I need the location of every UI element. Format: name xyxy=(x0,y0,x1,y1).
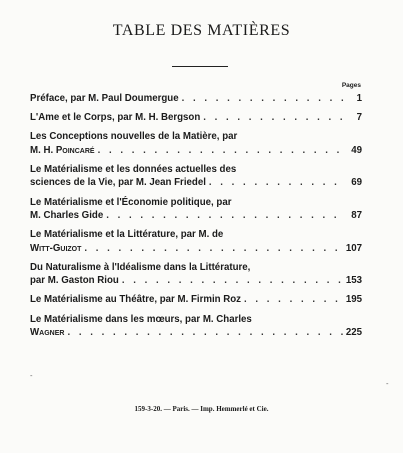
dot-leader xyxy=(106,209,345,222)
toc-entry xyxy=(30,111,362,124)
table-of-contents xyxy=(30,92,362,345)
toc-entry-title-line1: Le Matérialisme et la Littérature, par M. de xyxy=(30,229,224,241)
printer-footer: 159-3-20. — Paris. — Imp. Hemmerlé et Cie. xyxy=(134,405,269,413)
toc-entry-author: sciences de la Vie, par M. Jean Friedel xyxy=(30,177,206,189)
toc-entry-author: M. H. Poincaré xyxy=(30,144,95,156)
toc-entry-page: 153 xyxy=(345,275,362,287)
toc-entry xyxy=(30,293,362,306)
toc-entry xyxy=(30,163,362,190)
dot-leader xyxy=(209,176,345,189)
toc-entry-page: 7 xyxy=(356,112,362,124)
toc-entry-page: 1 xyxy=(356,93,362,104)
pages-column-header: Pages xyxy=(341,82,361,89)
toc-entry xyxy=(30,196,362,223)
toc-entry-title: Le Matérialisme au Théâtre, par M. Firmin Roz xyxy=(30,294,242,306)
toc-entry-author: par M. Gaston Riou xyxy=(30,275,119,287)
toc-entry-author: Wagner xyxy=(30,327,65,339)
dot-leader xyxy=(67,326,342,339)
toc-entry xyxy=(30,92,362,105)
toc-entry-author: M. Charles Gide xyxy=(30,210,104,222)
toc-entry-page: 195 xyxy=(345,294,362,306)
toc-entry-title-line1: Du Naturalisme à l'Idéalisme dans la Littérature, xyxy=(30,261,251,273)
title-rule xyxy=(172,66,228,67)
page-title: TABLE DES MATIÈRES xyxy=(112,22,291,39)
toc-entry-page: 225 xyxy=(345,327,362,339)
dot-leader xyxy=(84,242,342,255)
toc-entry xyxy=(30,228,362,255)
toc-entry xyxy=(30,261,362,288)
toc-entry-title: Préface, par M. Paul Doumergue xyxy=(30,93,179,104)
dot-leader xyxy=(122,274,343,287)
margin-mark: - xyxy=(386,380,389,388)
toc-entry-title-line1: Le Matérialisme et l'Économie politique, par xyxy=(30,196,232,208)
toc-entry xyxy=(30,313,362,340)
margin-mark: - xyxy=(30,372,33,380)
toc-entry-title-line1: Le Matérialisme et les données actuelles des xyxy=(30,164,237,176)
toc-entry-page: 69 xyxy=(351,177,362,189)
toc-entry-title: L'Ame et le Corps, par M. H. Bergson xyxy=(30,112,201,124)
toc-entry-author: Witt-Guizot xyxy=(30,242,82,254)
toc-entry-title-line1: Le Matérialisme dans les mœurs, par M. Charles xyxy=(30,313,252,325)
toc-entry-page: 49 xyxy=(351,144,362,156)
toc-entry-page: 87 xyxy=(351,210,362,222)
dot-leader xyxy=(182,92,345,105)
dot-leader xyxy=(244,293,343,306)
dot-leader xyxy=(98,144,345,157)
toc-entry-page: 107 xyxy=(345,242,362,254)
toc-entry-title-line1: Les Conceptions nouvelles de la Matière, par xyxy=(30,131,238,143)
toc-entry xyxy=(30,130,362,157)
dot-leader xyxy=(203,111,345,124)
